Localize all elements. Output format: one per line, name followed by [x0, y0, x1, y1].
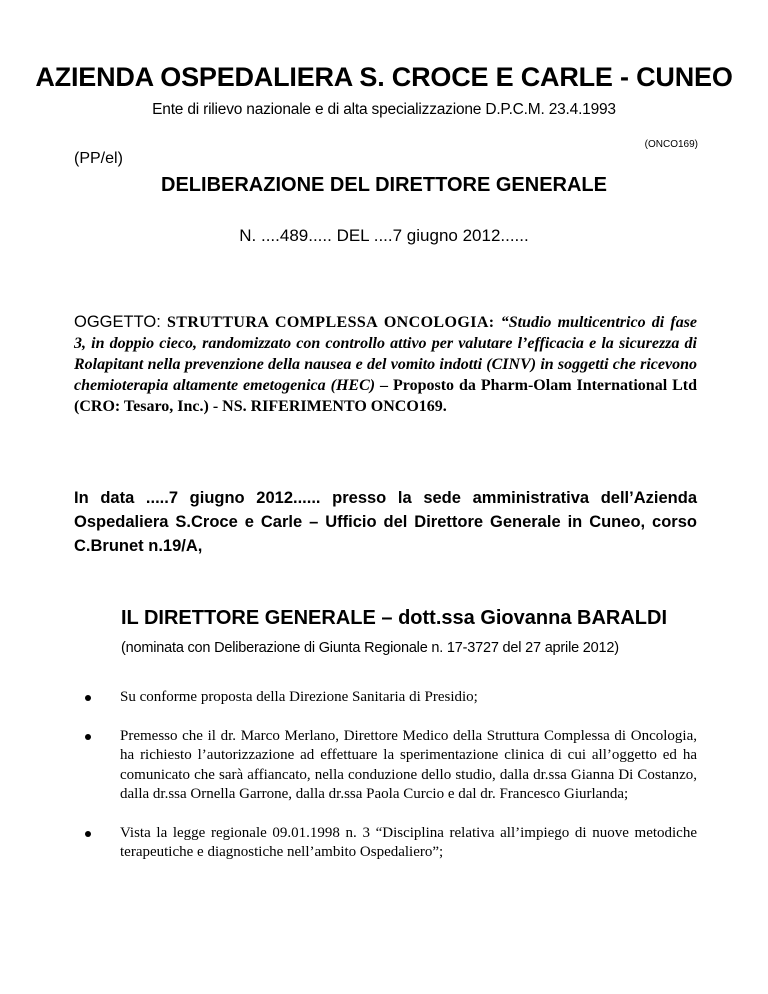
premises-list [74, 688, 697, 882]
organization-subtitle: Ente di rilievo nazionale e di alta specializzazione D.P.C.M. 23.4.1993 [152, 101, 616, 118]
bullet-icon [85, 695, 91, 701]
director-title: IL DIRETTORE GENERALE – dott.ssa Giovanna BARALDI [121, 607, 667, 629]
bullet-icon [85, 734, 91, 740]
document-code: (ONCO169) [644, 139, 698, 150]
subject-proposer: – Proposto da Pharm-Olam International Ltd (CRO: Tesaro, Inc.) - NS. RIFERIMENTO ONCO169. [74, 377, 698, 415]
list-item [74, 688, 697, 708]
subject-label: OGGETTO: [74, 313, 161, 331]
subject-paragraph [74, 312, 697, 417]
date-paragraph: In data .....7 giugno 2012...... presso la sede amministrativa dell’Azienda Ospedaliera S.Croce e Carle – Ufficio del Direttore Generale in Cuneo, corso C.Brunet n.19/A, [74, 489, 697, 555]
list-item [74, 824, 697, 863]
list-item-text: Premesso che il dr. Marco Merlano, Direttore Medico della Struttura Complessa di Oncologia, ha richiesto l’autorizzazione ad effettuare la sperimentazione clinica di cui all’oggetto ed ha comunicato che sarà affiancato, nella conduzione dello studio, dalla dr.ssa Gianna Di Costanzo, dalla dr.ssa Ornella Garrone, dalla dr.ssa Paola Curcio e dal dr. Francesco Giurlanda; [120, 727, 697, 802]
author-code: (PP/el) [74, 150, 123, 167]
subject-department: STRUTTURA COMPLESSA ONCOLOGIA: [166, 314, 495, 331]
list-item [74, 727, 697, 805]
bullet-icon [85, 831, 91, 837]
subject-study-title: “Studio multicentrico di fase 3, in doppio cieco, randomizzato con controllo attivo per valutare l’efficacia e la sicurezza di Rolapitant nella prevenzione della nausea e del vomito indotti (CINV) in soggetti che ricevono chemioterapia altamente emetogenica (HEC) [74, 314, 698, 394]
director-nomination-note: (nominata con Deliberazione di Giunta Regionale n. 17-3727 del 27 aprile 2012) [121, 640, 619, 656]
organization-title: AZIENDA OSPEDALIERA S. CROCE E CARLE - CUNEO [35, 62, 733, 92]
document-number: N. ....489..... DEL ....7 giugno 2012...... [239, 226, 529, 245]
document-heading: DELIBERAZIONE DEL DIRETTORE GENERALE [161, 174, 607, 196]
list-item-text: Vista la legge regionale 09.01.1998 n. 3 “Disciplina relativa all’impiego di nuove metodiche terapeutiche e diagnostiche nell’ambito Ospedaliero”; [120, 824, 697, 860]
list-item-text: Su conforme proposta della Direzione Sanitaria di Presidio; [120, 689, 478, 705]
